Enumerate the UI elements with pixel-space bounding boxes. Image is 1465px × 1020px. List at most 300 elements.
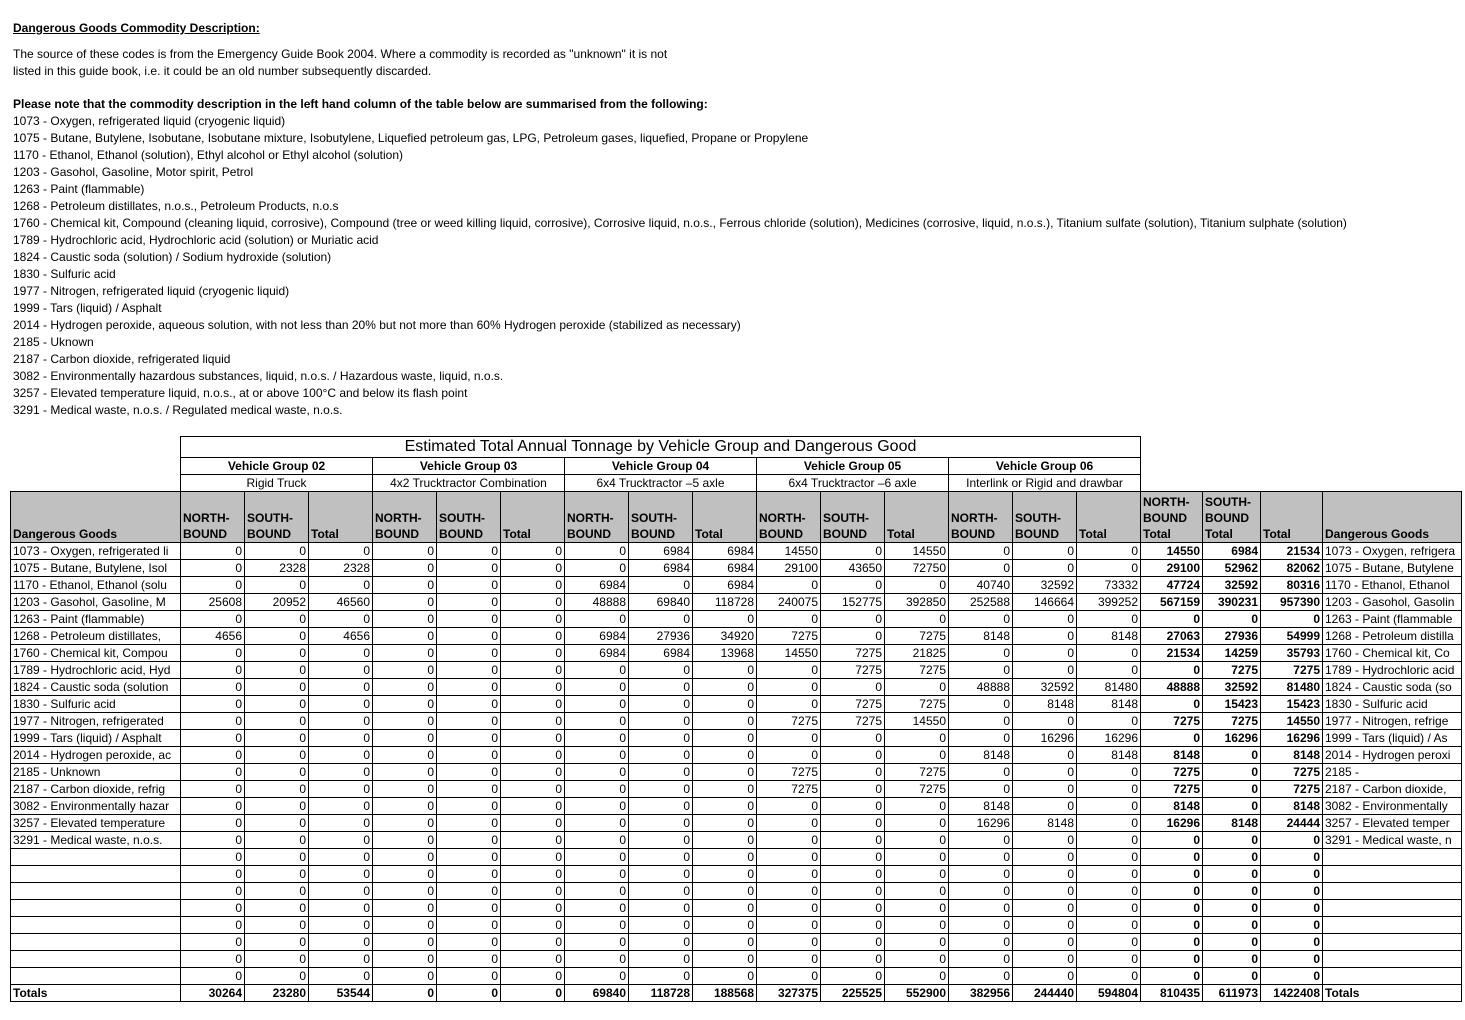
total-cell: 0 [1261, 968, 1323, 985]
tonnage-cell: 118728 [693, 594, 757, 611]
total-cell: 0 [1203, 798, 1261, 815]
tonnage-cell: 0 [629, 900, 693, 917]
total-cell: 52962 [1203, 560, 1261, 577]
tonnage-cell: 0 [565, 560, 629, 577]
tonnage-cell: 0 [1077, 662, 1141, 679]
dangerous-good-label [1323, 968, 1462, 985]
tonnage-cell: 0 [373, 951, 437, 968]
column-header-total: Total [693, 492, 757, 543]
tonnage-cell: 73332 [1077, 577, 1141, 594]
blank-cell [11, 437, 181, 458]
tonnage-cell: 0 [1077, 781, 1141, 798]
tonnage-cell: 0 [757, 577, 821, 594]
tonnage-cell: 0 [757, 815, 821, 832]
tonnage-cell: 0 [245, 679, 309, 696]
tonnage-cell: 0 [757, 883, 821, 900]
tonnage-cell: 0 [1013, 968, 1077, 985]
dangerous-good-label [1323, 866, 1462, 883]
dangerous-good-label [11, 917, 181, 934]
tonnage-cell: 34920 [693, 628, 757, 645]
dangerous-good-label: 1824 - Caustic soda (solution [11, 679, 181, 696]
tonnage-cell: 0 [181, 577, 245, 594]
tonnage-cell: 48888 [949, 679, 1013, 696]
tonnage-cell: 0 [693, 781, 757, 798]
dangerous-good-label: 3257 - Elevated temper [1323, 815, 1462, 832]
tonnage-cell: 0 [1077, 849, 1141, 866]
table-row [11, 781, 1462, 798]
tonnage-cell: 0 [1077, 951, 1141, 968]
tonnage-cell: 43650 [821, 560, 885, 577]
tonnage-cell: 0 [181, 764, 245, 781]
tonnage-cell: 0 [437, 730, 501, 747]
tonnage-cell: 0 [757, 611, 821, 628]
tonnage-cell: 40740 [949, 577, 1013, 594]
tonnage-cell: 0 [629, 832, 693, 849]
column-header-southbound: SOUTH-BOUND [629, 492, 693, 543]
code-line: 1977 - Nitrogen, refrigerated liquid (cryogenic liquid) [13, 284, 290, 298]
tonnage-cell: 29100 [757, 560, 821, 577]
dangerous-good-label [11, 849, 181, 866]
tonnage-cell: 0 [565, 696, 629, 713]
tonnage-cell: 0 [565, 798, 629, 815]
column-header-southbound: SOUTH-BOUND [1013, 492, 1077, 543]
tonnage-cell: 0 [501, 713, 565, 730]
blank-cell [1323, 458, 1462, 475]
tonnage-cell: 0 [437, 747, 501, 764]
tonnage-cell: 0 [693, 866, 757, 883]
tonnage-cell: 0 [949, 849, 1013, 866]
tonnage-cell: 0 [181, 713, 245, 730]
total-cell: 0 [1261, 934, 1323, 951]
tonnage-cell: 0 [437, 628, 501, 645]
tonnage-cell: 0 [437, 968, 501, 985]
total-cell: 15423 [1261, 696, 1323, 713]
total-cell: 0 [1141, 968, 1203, 985]
column-header-total: Total [309, 492, 373, 543]
tonnage-cell: 0 [245, 662, 309, 679]
totals-cell: 118728 [629, 985, 693, 1002]
tonnage-cell: 0 [373, 611, 437, 628]
tonnage-cell: 0 [245, 866, 309, 883]
dangerous-good-label: 1999 - Tars (liquid) / As [1323, 730, 1462, 747]
tonnage-cell: 0 [309, 781, 373, 798]
tonnage-cell: 0 [1077, 815, 1141, 832]
dangerous-good-label [11, 883, 181, 900]
dangerous-good-label [11, 968, 181, 985]
dangerous-good-label: 1203 - Gasohol, Gasolin [1323, 594, 1462, 611]
total-cell: 7275 [1261, 764, 1323, 781]
tonnage-cell: 0 [501, 832, 565, 849]
dangerous-good-label: 1075 - Butane, Butylene [1323, 560, 1462, 577]
tonnage-cell: 14550 [885, 543, 949, 560]
tonnage-cell: 0 [245, 543, 309, 560]
tonnage-cell: 0 [693, 713, 757, 730]
total-cell: 0 [1203, 866, 1261, 883]
tonnage-cell: 0 [437, 696, 501, 713]
dangerous-good-label [1323, 951, 1462, 968]
tonnage-cell: 0 [245, 747, 309, 764]
tonnage-cell: 0 [885, 917, 949, 934]
tonnage-cell: 0 [693, 730, 757, 747]
notes-heading: Dangerous Goods Commodity Description: [13, 21, 260, 35]
tonnage-cell: 0 [1013, 934, 1077, 951]
tonnage-cell: 0 [373, 713, 437, 730]
total-cell: 81480 [1261, 679, 1323, 696]
blank-cell [1203, 475, 1261, 492]
tonnage-cell: 0 [565, 951, 629, 968]
column-header-southbound: SOUTH-BOUND [821, 492, 885, 543]
table-row [11, 560, 1462, 577]
tonnage-cell: 0 [949, 968, 1013, 985]
tonnage-cell: 0 [629, 764, 693, 781]
table-row [11, 696, 1462, 713]
totals-cell: 69840 [565, 985, 629, 1002]
column-header-northbound: NORTH-BOUND [565, 492, 629, 543]
column-header-northbound-total: NORTH-BOUND Total [1141, 492, 1203, 543]
total-cell: 7275 [1203, 713, 1261, 730]
total-cell: 14550 [1141, 543, 1203, 560]
tonnage-cell: 0 [501, 628, 565, 645]
tonnage-cell: 0 [565, 815, 629, 832]
tonnage-cell: 0 [821, 900, 885, 917]
dangerous-good-label [11, 951, 181, 968]
dangerous-good-label: 3291 - Medical waste, n [1323, 832, 1462, 849]
tonnage-cell: 0 [181, 543, 245, 560]
vehicle-group-description: Interlink or Rigid and drawbar [949, 475, 1141, 492]
tonnage-cell: 0 [373, 577, 437, 594]
totals-cell: 244440 [1013, 985, 1077, 1002]
totals-cell: 0 [373, 985, 437, 1002]
tonnage-cell: 0 [565, 866, 629, 883]
tonnage-cell: 0 [373, 883, 437, 900]
tonnage-cell: 0 [437, 832, 501, 849]
tonnage-cell: 0 [885, 815, 949, 832]
dangerous-good-label: 1977 - Nitrogen, refrige [1323, 713, 1462, 730]
total-cell: 0 [1203, 764, 1261, 781]
tonnage-cell: 0 [437, 679, 501, 696]
tonnage-cell: 0 [1077, 900, 1141, 917]
blank-cell [11, 458, 181, 475]
tonnage-cell: 0 [693, 815, 757, 832]
total-cell: 29100 [1141, 560, 1203, 577]
total-cell: 48888 [1141, 679, 1203, 696]
tonnage-cell: 0 [949, 883, 1013, 900]
total-cell: 8148 [1261, 798, 1323, 815]
totals-cell: 594804 [1077, 985, 1141, 1002]
table-row [11, 594, 1462, 611]
tonnage-cell: 0 [565, 849, 629, 866]
total-cell: 0 [1141, 900, 1203, 917]
tonnage-cell: 0 [373, 900, 437, 917]
total-cell: 0 [1141, 951, 1203, 968]
tonnage-cell: 0 [437, 662, 501, 679]
tonnage-cell: 0 [181, 951, 245, 968]
tonnage-cell: 0 [373, 764, 437, 781]
source-line: The source of these codes is from the Emergency Guide Book 2004. Where a commodity is recorded as "unknown" it is not [13, 47, 668, 61]
total-cell: 14259 [1203, 645, 1261, 662]
column-header-total: Total [1077, 492, 1141, 543]
tonnage-cell: 0 [885, 934, 949, 951]
tonnage-cell: 0 [1013, 798, 1077, 815]
dangerous-good-label: 1789 - Hydrochloric acid, Hyd [11, 662, 181, 679]
total-cell: 16296 [1141, 815, 1203, 832]
total-cell: 0 [1141, 866, 1203, 883]
tonnage-cell: 0 [1013, 543, 1077, 560]
table-row [11, 577, 1462, 594]
tonnage-cell: 7275 [821, 713, 885, 730]
column-header-southbound-total: SOUTH-BOUND Total [1203, 492, 1261, 543]
dangerous-good-label: 1170 - Ethanol, Ethanol [1323, 577, 1462, 594]
total-cell: 8148 [1261, 747, 1323, 764]
code-line: 3291 - Medical waste, n.o.s. / Regulated medical waste, n.o.s. [13, 403, 343, 417]
tonnage-cell: 0 [501, 696, 565, 713]
tonnage-cell: 6984 [693, 577, 757, 594]
tonnage-cell: 0 [821, 781, 885, 798]
tonnage-cell: 0 [821, 764, 885, 781]
tonnage-cell: 0 [181, 662, 245, 679]
tonnage-cell: 0 [1013, 951, 1077, 968]
table-row [11, 849, 1462, 866]
tonnage-cell: 0 [501, 679, 565, 696]
dangerous-good-label: 1760 - Chemical kit, Co [1323, 645, 1462, 662]
tonnage-cell: 0 [309, 730, 373, 747]
tonnage-cell: 7275 [757, 628, 821, 645]
blank-cell [1141, 458, 1203, 475]
tonnage-cell: 0 [565, 713, 629, 730]
tonnage-cell: 0 [245, 764, 309, 781]
tonnage-cell: 0 [501, 662, 565, 679]
total-cell: 21534 [1261, 543, 1323, 560]
table-row [11, 798, 1462, 815]
code-line: 2014 - Hydrogen peroxide, aqueous solution, with not less than 20% but not more than 60% Hydrogen peroxide (stabilized as necessary) [13, 318, 741, 332]
total-cell: 14550 [1261, 713, 1323, 730]
tonnage-cell: 0 [757, 798, 821, 815]
tonnage-cell: 0 [245, 900, 309, 917]
blank-cell [1323, 475, 1462, 492]
vehicle-group-heading: Vehicle Group 06 [949, 458, 1141, 475]
column-header-dangerous-goods: Dangerous Goods [11, 492, 181, 543]
tonnage-cell: 0 [501, 883, 565, 900]
tonnage-cell: 392850 [885, 594, 949, 611]
tonnage-cell: 0 [245, 781, 309, 798]
tonnage-cell: 0 [437, 713, 501, 730]
tonnage-cell: 0 [181, 798, 245, 815]
tonnage-cell: 6984 [629, 560, 693, 577]
tonnage-cell: 0 [501, 764, 565, 781]
grand-totals-cell: 810435 [1141, 985, 1203, 1002]
tonnage-cell: 0 [693, 934, 757, 951]
table-row [11, 713, 1462, 730]
tonnage-cell: 0 [565, 730, 629, 747]
tonnage-cell: 0 [629, 730, 693, 747]
tonnage-cell: 0 [309, 696, 373, 713]
tonnage-cell: 0 [885, 866, 949, 883]
tonnage-cell: 6984 [565, 577, 629, 594]
tonnage-cell: 0 [501, 543, 565, 560]
tonnage-cell: 21825 [885, 645, 949, 662]
tonnage-cell: 0 [885, 679, 949, 696]
tonnage-cell: 0 [245, 815, 309, 832]
column-header-total: Total [885, 492, 949, 543]
total-cell: 0 [1203, 900, 1261, 917]
tonnage-cell: 0 [757, 679, 821, 696]
tonnage-cell: 0 [181, 560, 245, 577]
code-line: 1830 - Sulfuric acid [13, 267, 116, 281]
total-cell: 0 [1261, 832, 1323, 849]
total-cell: 7275 [1141, 713, 1203, 730]
tonnage-cell: 0 [437, 900, 501, 917]
tonnage-cell: 0 [629, 577, 693, 594]
tonnage-cell: 0 [1077, 611, 1141, 628]
tonnage-cell: 25608 [181, 594, 245, 611]
tonnage-cell: 0 [181, 866, 245, 883]
total-cell: 0 [1261, 866, 1323, 883]
tonnage-cell: 0 [757, 934, 821, 951]
total-cell: 0 [1261, 883, 1323, 900]
tonnage-cell: 0 [373, 594, 437, 611]
total-cell: 27936 [1203, 628, 1261, 645]
tonnage-cell: 0 [245, 713, 309, 730]
tonnage-cell: 0 [1077, 713, 1141, 730]
total-cell: 8148 [1203, 815, 1261, 832]
tonnage-cell: 0 [1077, 798, 1141, 815]
tonnage-cell: 0 [309, 679, 373, 696]
grand-totals-cell: 1422408 [1261, 985, 1323, 1002]
vehicle-group-description: 4x2 Trucktractor Combination [373, 475, 565, 492]
tonnage-cell: 7275 [757, 713, 821, 730]
tonnage-cell: 0 [309, 747, 373, 764]
table-title: Estimated Total Annual Tonnage by Vehicle Group and Dangerous Good [181, 437, 1141, 458]
tonnage-cell: 0 [181, 696, 245, 713]
total-cell: 32592 [1203, 679, 1261, 696]
dangerous-good-label: 3082 - Environmentally hazar [11, 798, 181, 815]
table-row [11, 832, 1462, 849]
tonnage-cell: 146664 [1013, 594, 1077, 611]
tonnage-cell: 0 [1013, 560, 1077, 577]
tonnage-cell: 0 [949, 832, 1013, 849]
code-list [13, 113, 1347, 419]
total-cell: 0 [1261, 611, 1323, 628]
tonnage-cell: 0 [373, 628, 437, 645]
tonnage-cell: 13968 [693, 645, 757, 662]
tonnage-cell: 0 [693, 679, 757, 696]
column-header-northbound: NORTH-BOUND [949, 492, 1013, 543]
blank-cell [1203, 458, 1261, 475]
tonnage-cell: 0 [1013, 662, 1077, 679]
blank-cell [1261, 437, 1323, 458]
tonnage-cell: 0 [821, 543, 885, 560]
table-row [11, 543, 1462, 560]
tonnage-cell: 2328 [245, 560, 309, 577]
tonnage-cell: 0 [501, 934, 565, 951]
tonnage-cell: 0 [693, 832, 757, 849]
tonnage-cell: 0 [1013, 764, 1077, 781]
column-header-grand-total: Total [1261, 492, 1323, 543]
tonnage-cell: 0 [309, 866, 373, 883]
dangerous-good-label [1323, 900, 1462, 917]
tonnage-cell: 0 [501, 577, 565, 594]
total-cell: 0 [1261, 900, 1323, 917]
blank-cell [1261, 475, 1323, 492]
tonnage-cell: 0 [949, 645, 1013, 662]
total-cell: 8148 [1141, 747, 1203, 764]
tonnage-cell: 0 [629, 815, 693, 832]
tonnage-cell: 0 [1013, 611, 1077, 628]
tonnage-cell: 0 [693, 764, 757, 781]
tonnage-cell: 0 [629, 679, 693, 696]
tonnage-cell: 252588 [949, 594, 1013, 611]
code-line: 1073 - Oxygen, refrigerated liquid (cryogenic liquid) [13, 114, 286, 128]
tonnage-cell: 0 [693, 900, 757, 917]
table-row [11, 934, 1462, 951]
tonnage-cell: 0 [373, 934, 437, 951]
vehicle-group-heading: Vehicle Group 02 [181, 458, 373, 475]
total-cell: 47724 [1141, 577, 1203, 594]
dangerous-good-label: 1263 - Paint (flammable [1323, 611, 1462, 628]
tonnage-cell: 0 [821, 730, 885, 747]
total-cell: 35793 [1261, 645, 1323, 662]
summary-note: Please note that the commodity description in the left hand column of the table below are summarised from the following: [13, 97, 708, 111]
tonnage-cell: 0 [821, 832, 885, 849]
tonnage-cell: 0 [757, 662, 821, 679]
tonnage-cell: 0 [1077, 645, 1141, 662]
vehicle-group-description: 6x4 Trucktractor –6 axle [757, 475, 949, 492]
tonnage-cell: 0 [309, 798, 373, 815]
code-line: 2185 - Uknown [13, 335, 94, 349]
tonnage-cell: 0 [373, 645, 437, 662]
tonnage-cell: 0 [1077, 968, 1141, 985]
tonnage-cell: 7275 [821, 696, 885, 713]
column-header-northbound: NORTH-BOUND [373, 492, 437, 543]
tonnage-cell: 0 [821, 917, 885, 934]
tonnage-cell: 0 [245, 645, 309, 662]
tonnage-cell: 0 [437, 577, 501, 594]
total-cell: 0 [1141, 611, 1203, 628]
tonnage-cell: 0 [629, 849, 693, 866]
table-row [11, 815, 1462, 832]
tonnage-cell: 0 [309, 764, 373, 781]
tonnage-cell: 0 [693, 849, 757, 866]
table-row [11, 900, 1462, 917]
tonnage-cell: 0 [885, 798, 949, 815]
totals-label: Totals [1323, 985, 1462, 1002]
tonnage-cell: 0 [245, 951, 309, 968]
tonnage-cell: 32592 [1013, 679, 1077, 696]
tonnage-cell: 0 [181, 679, 245, 696]
tonnage-cell: 8148 [1077, 747, 1141, 764]
dangerous-good-label: 1760 - Chemical kit, Compou [11, 645, 181, 662]
tonnage-cell: 6984 [565, 645, 629, 662]
tonnage-cell: 14550 [885, 713, 949, 730]
grand-totals-cell: 611973 [1203, 985, 1261, 1002]
code-line: 1203 - Gasohol, Gasoline, Motor spirit, Petrol [13, 165, 254, 179]
tonnage-cell: 399252 [1077, 594, 1141, 611]
tonnage-cell: 0 [821, 628, 885, 645]
tonnage-cell: 240075 [757, 594, 821, 611]
dangerous-good-label [1323, 849, 1462, 866]
dangerous-good-label: 2014 - Hydrogen peroxi [1323, 747, 1462, 764]
tonnage-cell: 0 [565, 934, 629, 951]
tonnage-cell: 0 [1013, 917, 1077, 934]
total-cell: 0 [1141, 696, 1203, 713]
tonnage-cell: 0 [309, 934, 373, 951]
tonnage-cell: 8148 [1077, 628, 1141, 645]
totals-cell: 225525 [821, 985, 885, 1002]
tonnage-cell: 6984 [693, 543, 757, 560]
tonnage-cell: 0 [181, 747, 245, 764]
tonnage-cell: 0 [309, 662, 373, 679]
dangerous-good-label: 2014 - Hydrogen peroxide, ac [11, 747, 181, 764]
